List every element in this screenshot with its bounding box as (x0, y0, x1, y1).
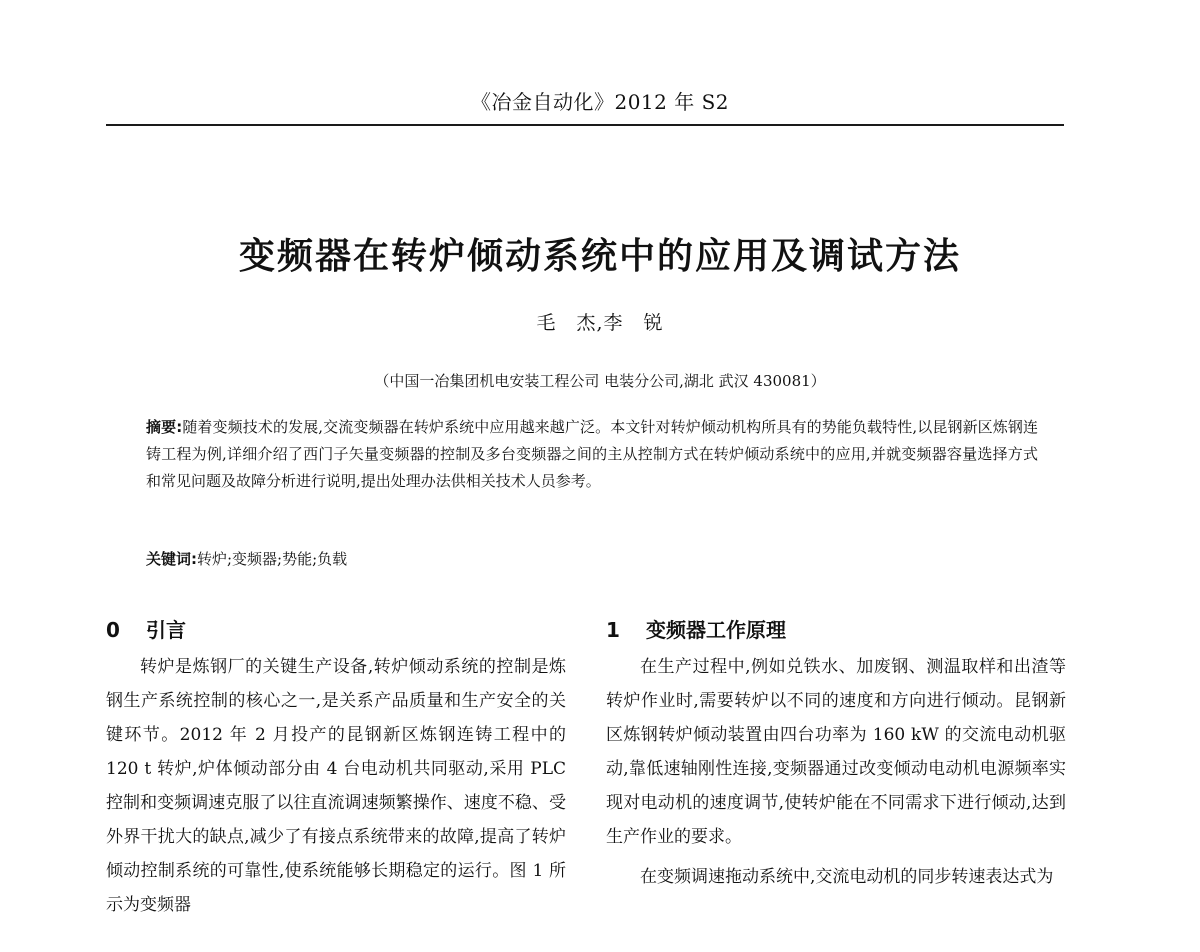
abstract (146, 414, 1038, 495)
paper-title: 变频器在转炉倾动系统中的应用及调试方法 (238, 236, 961, 277)
abstract-text: 随着变频技术的发展,交流变频器在转炉系统中应用越来越广泛。本文针对转炉倾动机构所具有的势能负载特性,以昆钢新区炼钢连铸工程为例,详细介绍了西门子矢量变频器的控制及多台变频器之间的主从控制方式在转炉倾动系统中的应用,并就变频器容量选择方式和常见问题及故障分析进行说明,提出处理办法供相关技术人员参考。 (146, 418, 1038, 490)
authors: 毛 杰,李 锐 (536, 312, 664, 334)
section-0-paragraph: 转炉是炼钢厂的关键生产设备,转炉倾动系统的控制是炼钢生产系统控制的核心之一,是关系产品质量和生产安全的关键环节。2012 年 2 月投产的昆钢新区炼钢连铸工程中的 120 t 转炉,炉体倾动部分由 4 台电动机共同驱动,采用 PLC 控制和变频调速克服了以往直流调速频繁操作、速度不稳、受外界干扰大的缺点,减少了有接点系统带来的故障,提高了转炉倾动控制系统的可靠性,使系统能够长期稳定的运行。图 1 所示为变频器 (106, 657, 566, 915)
right-column (606, 610, 1066, 894)
section-0-heading (106, 610, 566, 650)
left-column (106, 610, 566, 922)
section-1-paragraph-1: 在生产过程中,例如兑铁水、加废钢、测温取样和出渣等转炉作业时,需要转炉以不同的速度和方向进行倾动。昆钢新区炼钢转炉倾动装置由四台功率为 160 kW 的交流电动机驱动,靠低速轴刚性连接,变频器通过改变倾动电动机电源频率实现对电动机的速度调节,使转炉能在不同需求下进行倾动,达到生产作业的要求。 (606, 657, 1066, 847)
keywords-label: 关键词: (146, 550, 197, 568)
section-0-title: 引言 (146, 618, 186, 642)
affiliation: （中国一冶集团机电安装工程公司 电装分公司,湖北 武汉 430081） (374, 372, 826, 390)
abstract-label: 摘要: (146, 418, 183, 436)
keywords-text: 转炉;变频器;势能;负载 (197, 550, 348, 568)
section-1-number: 1 (606, 618, 620, 642)
journal-header: 《冶金自动化》2012 年 S2 (470, 90, 730, 114)
header-rule (106, 124, 1064, 126)
section-0-number: 0 (106, 618, 120, 642)
section-1-paragraph-2: 在变频调速拖动系统中,交流电动机的同步转速表达式为 (640, 867, 1054, 887)
section-1-title: 变频器工作原理 (646, 618, 786, 642)
keywords (146, 546, 1038, 573)
section-1-heading (606, 610, 1066, 650)
